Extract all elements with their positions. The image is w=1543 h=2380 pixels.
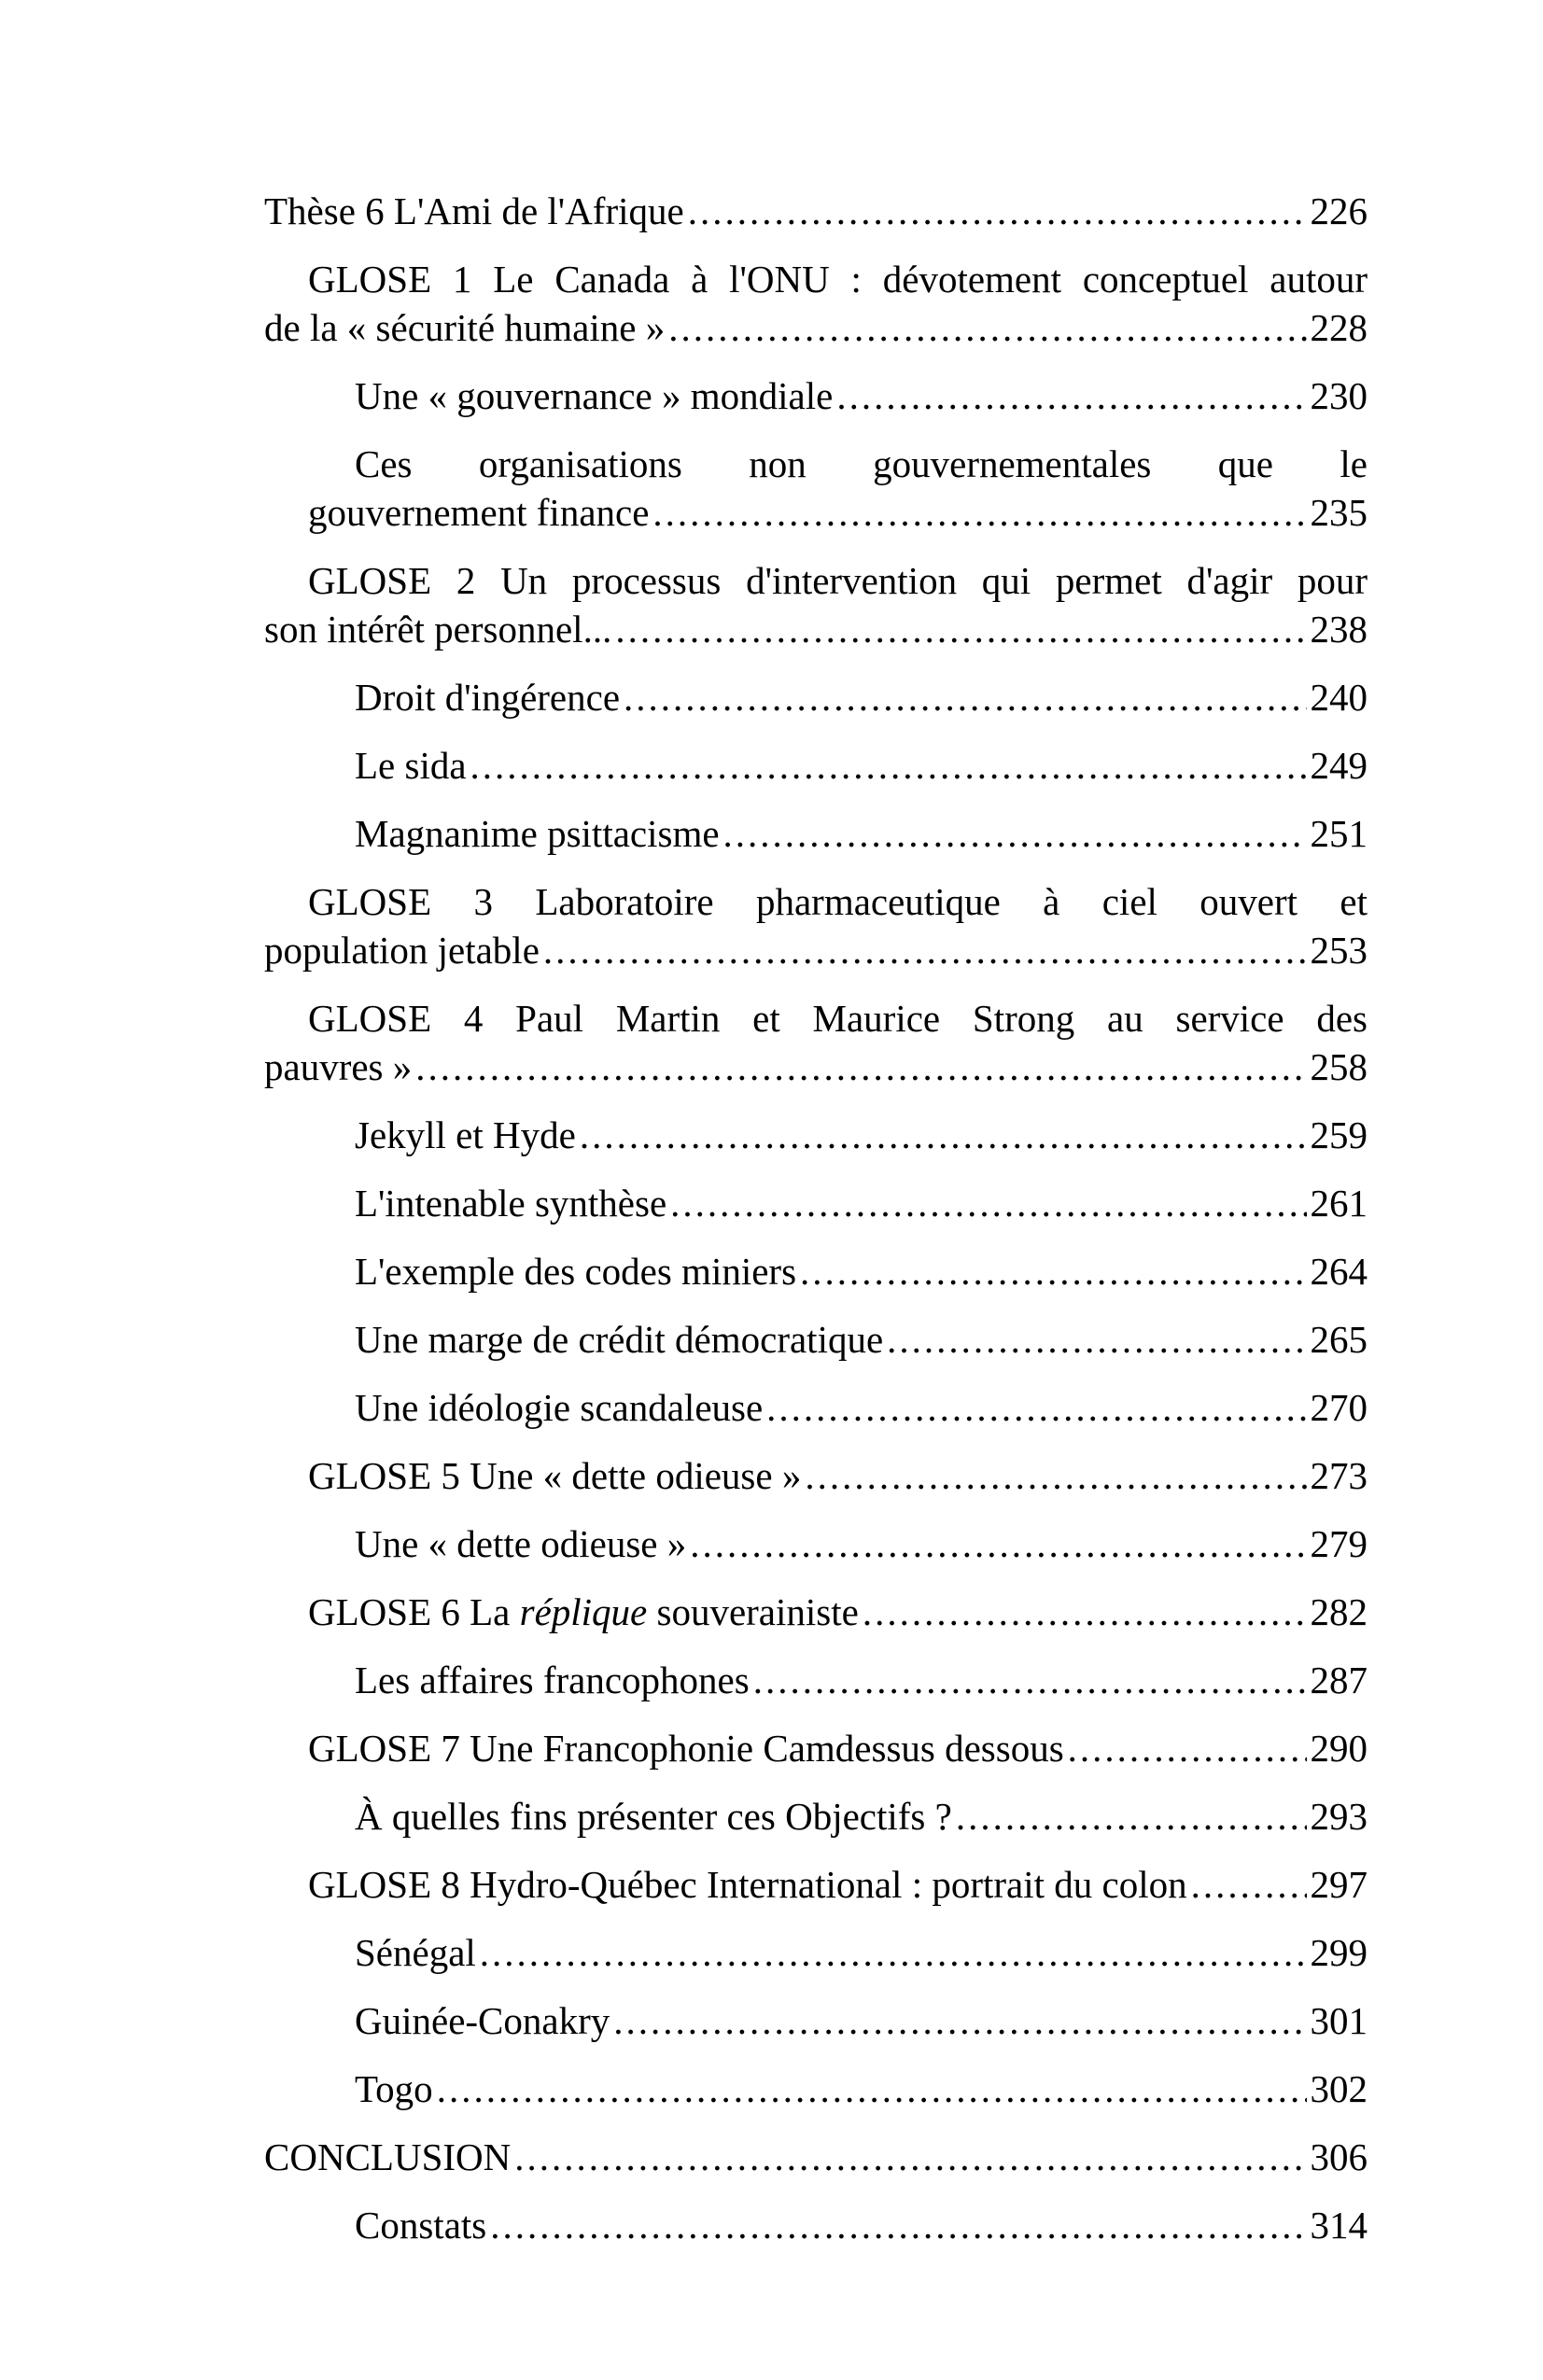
toc-entry-title-pre: GLOSE 6 La (308, 1590, 520, 1633)
dot-leader (863, 1588, 1307, 1636)
dot-leader (668, 303, 1306, 352)
toc-entry (264, 371, 1368, 420)
toc-entry-page: 299 (1310, 1931, 1368, 1974)
dot-leader (800, 1247, 1306, 1295)
toc-entry-page: 293 (1310, 1795, 1368, 1838)
toc-entry (264, 1656, 1368, 1704)
toc-entry-page: 240 (1310, 676, 1368, 719)
toc-entry (264, 877, 1368, 974)
toc-entry (264, 994, 1368, 1091)
toc-entry-title: pauvres » (264, 1045, 413, 1088)
toc-entry (264, 1928, 1368, 1977)
toc-entry-title: Les affaires francophones (355, 1659, 750, 1701)
toc-entry-title: Jekyll et Hyde (355, 1113, 576, 1156)
toc-entry-page: 301 (1310, 1999, 1368, 2042)
toc-entry-page: 259 (1310, 1113, 1368, 1156)
toc-entry (264, 1792, 1368, 1841)
toc-entry (264, 1519, 1368, 1568)
toc-entry-title: L'intenable synthèse (355, 1182, 667, 1225)
dot-leader (415, 1043, 1306, 1091)
toc-entry-page: 235 (1310, 491, 1368, 534)
toc-entry (264, 673, 1368, 721)
toc-entry (264, 1451, 1368, 1500)
toc-entry (264, 255, 1368, 352)
toc-entry (264, 1860, 1368, 1909)
dot-leader (805, 1451, 1306, 1500)
toc-entry (264, 2133, 1368, 2181)
toc-entry-page: 270 (1310, 1386, 1368, 1429)
toc-entry-title: Une « dette odieuse » (355, 1522, 687, 1565)
dot-leader (753, 1656, 1307, 1704)
dot-leader (690, 1519, 1306, 1568)
toc-entry-title (308, 1588, 859, 1636)
toc-entry-page: 273 (1310, 1454, 1368, 1497)
toc-entry-page: 279 (1310, 1522, 1368, 1565)
dot-leader (652, 488, 1306, 537)
toc-entry-page: 287 (1310, 1659, 1368, 1701)
dot-leader (670, 1179, 1306, 1227)
toc-entry (264, 1724, 1368, 1772)
toc-entry-title: Magnanime psittacisme (355, 812, 720, 855)
toc-entry (264, 2065, 1368, 2113)
toc-entry-title: Thèse 6 L'Ami de l'Afrique (264, 189, 684, 232)
toc-entry-page: 251 (1310, 812, 1368, 855)
toc-entry (264, 809, 1368, 858)
toc-entry-title-line1: Ces organisations non gouvernementales que le (355, 442, 1368, 485)
toc-entry (264, 1247, 1368, 1295)
toc-entry-title: Le sida (355, 744, 467, 787)
toc-entry (264, 741, 1368, 790)
toc-entry-title: Guinée-Conakry (355, 1999, 610, 2042)
toc-entry-title: de la « sécurité humaine » (264, 306, 666, 349)
dot-leader (580, 1111, 1307, 1159)
toc-entry-title-italic: réplique (519, 1590, 648, 1633)
table-of-contents (264, 187, 1368, 2269)
toc-entry-page: 264 (1310, 1250, 1368, 1293)
toc-entry-title: son intérêt personnel... (264, 608, 612, 651)
dot-leader (470, 741, 1307, 790)
toc-entry-title: À quelles fins présenter ces Objectifs ? (355, 1795, 952, 1838)
toc-entry-title: L'exemple des codes miniers (355, 1250, 797, 1293)
toc-entry-page: 226 (1310, 189, 1368, 232)
toc-entry-page: 249 (1310, 744, 1368, 787)
dot-leader (836, 371, 1306, 420)
toc-entry-title: GLOSE 7 Une Francophonie Camdessus dessous (308, 1727, 1064, 1770)
toc-entry-page: 228 (1310, 306, 1368, 349)
toc-entry-page: 230 (1310, 374, 1368, 417)
toc-entry-page: 297 (1310, 1863, 1368, 1906)
toc-entry-title-line1: GLOSE 4 Paul Martin et Maurice Strong au service des (308, 997, 1368, 1040)
toc-entry-page: 253 (1310, 929, 1368, 972)
toc-entry-page: 306 (1310, 2135, 1368, 2178)
toc-entry (264, 440, 1368, 537)
toc-entry-page: 258 (1310, 1045, 1368, 1088)
toc-entry-title: CONCLUSION (264, 2135, 512, 2178)
toc-entry-page: 238 (1310, 608, 1368, 651)
toc-entry-page: 265 (1310, 1318, 1368, 1361)
toc-entry-page: 302 (1310, 2067, 1368, 2110)
dot-leader (688, 187, 1307, 235)
toc-entry-title: Droit d'ingérence (355, 676, 621, 719)
toc-entry-title: Togo (355, 2067, 433, 2110)
dot-leader (956, 1792, 1307, 1841)
toc-entry-title-post: souverainiste (647, 1590, 859, 1633)
toc-entry (264, 187, 1368, 235)
toc-entry (264, 1315, 1368, 1364)
dot-leader (624, 673, 1306, 721)
dot-leader (437, 2065, 1307, 2113)
toc-entry-page: 261 (1310, 1182, 1368, 1225)
toc-entry-title-line1: GLOSE 1 Le Canada à l'ONU : dévotement conceptuel autour (308, 258, 1368, 301)
dot-leader (490, 2201, 1306, 2249)
toc-entry-title: Constats (355, 2204, 487, 2247)
dot-leader (766, 1383, 1306, 1432)
toc-entry-title-line1: GLOSE 2 Un processus d'intervention qui permet d'agir pour (308, 559, 1368, 602)
toc-entry-title: Sénégal (355, 1931, 476, 1974)
dot-leader (480, 1928, 1307, 1977)
toc-entry (264, 1111, 1368, 1159)
toc-entry (264, 1588, 1368, 1636)
toc-entry (264, 1996, 1368, 2045)
dot-leader (543, 926, 1307, 974)
dot-leader (514, 2133, 1306, 2181)
toc-entry-page: 282 (1310, 1590, 1368, 1633)
toc-entry (264, 1383, 1368, 1432)
toc-entry-title: Une marge de crédit démocratique (355, 1318, 884, 1361)
toc-entry (264, 2201, 1368, 2249)
toc-entry-title: Une idéologie scandaleuse (355, 1386, 764, 1429)
dot-leader (723, 809, 1307, 858)
toc-entry-title-line1: GLOSE 3 Laboratoire pharmaceutique à ciel ouvert et (308, 880, 1368, 923)
toc-entry-page: 290 (1310, 1727, 1368, 1770)
toc-entry-title: population jetable (264, 929, 540, 972)
toc-entry-page: 314 (1310, 2204, 1368, 2247)
toc-entry-title: GLOSE 5 Une « dette odieuse » (308, 1454, 802, 1497)
dot-leader (1191, 1860, 1307, 1909)
dot-leader (1068, 1724, 1307, 1772)
toc-entry-title: Une « gouvernance » mondiale (355, 374, 834, 417)
dot-leader (887, 1315, 1306, 1364)
dot-leader (613, 1996, 1306, 2045)
toc-entry-title: GLOSE 8 Hydro-Québec International : portrait du colon (308, 1863, 1187, 1906)
dot-leader (615, 605, 1306, 653)
toc-entry (264, 1179, 1368, 1227)
toc-entry-title: gouvernement finance (308, 491, 650, 534)
toc-entry (264, 556, 1368, 653)
